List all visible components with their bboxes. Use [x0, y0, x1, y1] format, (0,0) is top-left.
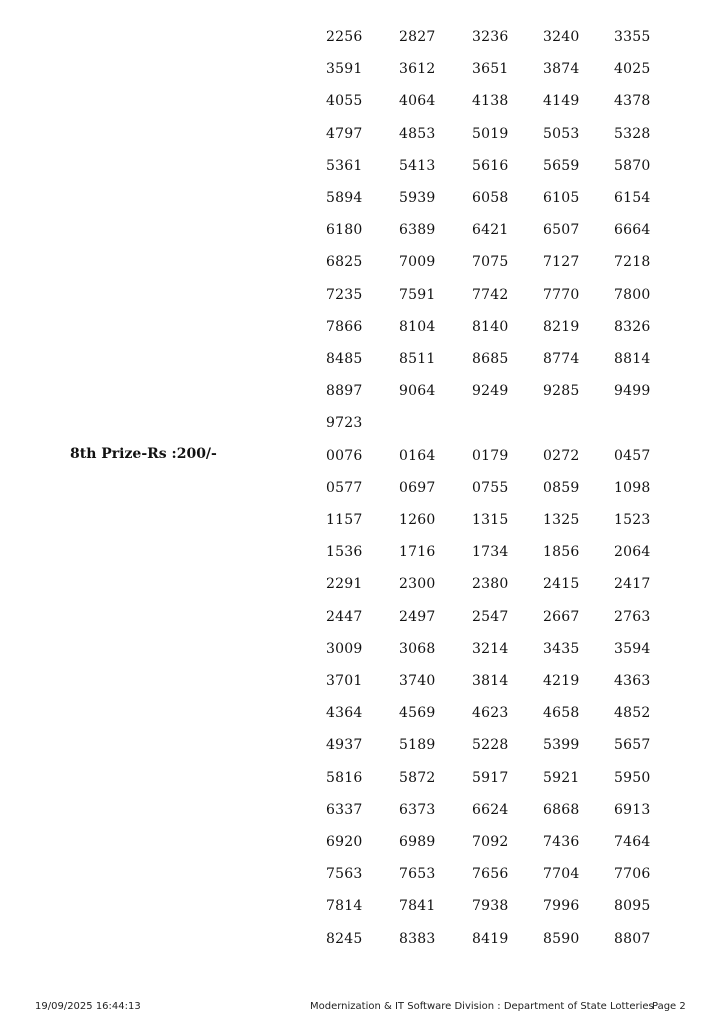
winning-number: 8897 — [326, 383, 363, 400]
winning-number: 6389 — [399, 222, 436, 239]
winning-number: 4658 — [543, 705, 580, 722]
winning-number: 7742 — [472, 286, 509, 303]
winning-number: 1098 — [614, 479, 651, 496]
winning-number: 2380 — [472, 576, 509, 593]
winning-number: 3355 — [614, 29, 651, 45]
winning-number: 0697 — [399, 479, 436, 496]
winning-number: 7464 — [614, 834, 651, 850]
winning-number: 3214 — [472, 640, 509, 657]
winning-number: 0457 — [614, 447, 651, 464]
winning-number: 0577 — [326, 479, 363, 496]
winning-number: 2417 — [614, 576, 651, 593]
winning-number: 5872 — [399, 769, 436, 786]
winning-number: 5917 — [472, 769, 509, 786]
winning-number: 4055 — [326, 93, 363, 110]
winning-number: 8245 — [326, 930, 363, 947]
winning-number: 7075 — [472, 254, 509, 271]
winning-number: 1523 — [614, 512, 651, 528]
winning-number: 3740 — [399, 673, 436, 689]
winning-number: 4364 — [326, 705, 363, 722]
winning-number: 7866 — [326, 318, 363, 335]
footer-division: Modernization & IT Software Division : Department of State Lotteries — [310, 1001, 654, 1012]
winning-number: 3814 — [472, 673, 509, 689]
winning-number: 7591 — [399, 286, 436, 303]
winning-number: 2300 — [399, 576, 436, 593]
winning-number: 5616 — [472, 157, 509, 174]
winning-number: 6507 — [543, 222, 580, 239]
winning-number: 8095 — [614, 898, 651, 915]
winning-number: 2827 — [399, 29, 436, 45]
winning-number: 6337 — [326, 801, 363, 818]
winning-number: 6920 — [326, 834, 363, 850]
winning-number: 2415 — [543, 576, 580, 593]
winning-number: 0164 — [399, 447, 436, 464]
winning-number: 9499 — [614, 383, 651, 400]
winning-number: 4937 — [326, 737, 363, 754]
winning-number: 7770 — [543, 286, 580, 303]
winning-number: 3874 — [543, 61, 580, 78]
winning-number: 7704 — [543, 866, 580, 883]
winning-number: 7092 — [472, 834, 509, 850]
winning-number: 7653 — [399, 866, 436, 883]
winning-number: 8511 — [399, 351, 436, 367]
winning-number: 2064 — [614, 544, 651, 561]
winning-number: 5659 — [543, 157, 580, 174]
footer-page-number: Page 2 — [652, 1001, 686, 1012]
winning-number: 3068 — [399, 640, 436, 657]
winning-number: 0076 — [326, 447, 363, 464]
winning-number: 9064 — [399, 383, 436, 400]
winning-number: 4853 — [399, 125, 436, 142]
winning-number: 8383 — [399, 930, 436, 947]
winning-number: 4149 — [543, 93, 580, 110]
winning-number: 7235 — [326, 286, 363, 303]
winning-number: 2497 — [399, 608, 436, 625]
winning-number: 9723 — [326, 415, 363, 432]
footer-datetime: 19/09/2025 16:44:13 — [35, 1001, 141, 1012]
winning-number: 5816 — [326, 769, 363, 786]
winning-number: 0755 — [472, 479, 509, 496]
winning-number: 8807 — [614, 930, 651, 947]
winning-number: 1260 — [399, 512, 436, 528]
winning-number: 1315 — [472, 512, 509, 528]
winning-number: 5921 — [543, 769, 580, 786]
winning-number: 6058 — [472, 190, 509, 206]
winning-number: 2256 — [326, 29, 363, 45]
winning-number: 8104 — [399, 318, 436, 335]
winning-number: 5189 — [399, 737, 436, 754]
winning-number: 2667 — [543, 608, 580, 625]
winning-number: 7127 — [543, 254, 580, 271]
winning-number: 5950 — [614, 769, 651, 786]
winning-number: 8685 — [472, 351, 509, 367]
winning-number: 3435 — [543, 640, 580, 657]
winning-number: 3701 — [326, 673, 363, 689]
winning-number: 8485 — [326, 351, 363, 367]
winning-number: 1325 — [543, 512, 580, 528]
winning-number: 7563 — [326, 866, 363, 883]
winning-number: 0179 — [472, 447, 509, 464]
winning-number: 6105 — [543, 190, 580, 206]
winning-number: 6421 — [472, 222, 509, 239]
winning-number: 4623 — [472, 705, 509, 722]
winning-number: 1716 — [399, 544, 436, 561]
winning-number: 6180 — [326, 222, 363, 239]
winning-number: 1536 — [326, 544, 363, 561]
winning-number: 7009 — [399, 254, 436, 271]
winning-number: 6154 — [614, 190, 651, 206]
winning-number: 7218 — [614, 254, 651, 271]
winning-number: 4219 — [543, 673, 580, 689]
winning-number: 8219 — [543, 318, 580, 335]
winning-number: 8326 — [614, 318, 651, 335]
winning-number: 5228 — [472, 737, 509, 754]
winning-number: 6868 — [543, 801, 580, 818]
winning-number: 4852 — [614, 705, 651, 722]
winning-number: 5328 — [614, 125, 651, 142]
winning-number: 3651 — [472, 61, 509, 78]
winning-number: 3236 — [472, 29, 509, 45]
winning-number: 7814 — [326, 898, 363, 915]
winning-number: 4569 — [399, 705, 436, 722]
winning-number: 3009 — [326, 640, 363, 657]
winning-number: 8590 — [543, 930, 580, 947]
winning-number: 7938 — [472, 898, 509, 915]
winning-number: 5939 — [399, 190, 436, 206]
prize-label-8th: 8th Prize-Rs :200/- — [70, 446, 217, 462]
winning-number: 5053 — [543, 125, 580, 142]
winning-number: 3594 — [614, 640, 651, 657]
winning-number: 1856 — [543, 544, 580, 561]
winning-number: 4064 — [399, 93, 436, 110]
winning-number: 1157 — [326, 512, 363, 528]
winning-number: 6664 — [614, 222, 651, 239]
winning-number: 6825 — [326, 254, 363, 271]
winning-number: 9249 — [472, 383, 509, 400]
winning-number: 5894 — [326, 190, 363, 206]
winning-number: 5019 — [472, 125, 509, 142]
winning-number: 2447 — [326, 608, 363, 625]
winning-number: 0859 — [543, 479, 580, 496]
winning-number: 4025 — [614, 61, 651, 78]
winning-number: 6913 — [614, 801, 651, 818]
winning-number: 6989 — [399, 834, 436, 850]
winning-number: 5870 — [614, 157, 651, 174]
winning-number: 5413 — [399, 157, 436, 174]
winning-number: 2291 — [326, 576, 363, 593]
winning-number: 3240 — [543, 29, 580, 45]
winning-number: 3591 — [326, 61, 363, 78]
winning-number: 4363 — [614, 673, 651, 689]
winning-number: 0272 — [543, 447, 580, 464]
winning-number: 7996 — [543, 898, 580, 915]
winning-number: 4138 — [472, 93, 509, 110]
winning-number: 6624 — [472, 801, 509, 818]
winning-number: 4797 — [326, 125, 363, 142]
winning-number: 8140 — [472, 318, 509, 335]
winning-number: 7656 — [472, 866, 509, 883]
winning-number: 8774 — [543, 351, 580, 367]
winning-number: 8419 — [472, 930, 509, 947]
winning-number: 9285 — [543, 383, 580, 400]
winning-number: 7800 — [614, 286, 651, 303]
winning-number: 4378 — [614, 93, 651, 110]
winning-number: 2763 — [614, 608, 651, 625]
winning-number: 3612 — [399, 61, 436, 78]
winning-number: 8814 — [614, 351, 651, 367]
winning-number: 2547 — [472, 608, 509, 625]
winning-number: 5657 — [614, 737, 651, 754]
winning-number: 7841 — [399, 898, 436, 915]
winning-number: 5399 — [543, 737, 580, 754]
winning-number: 6373 — [399, 801, 436, 818]
winning-number: 7706 — [614, 866, 651, 883]
winning-number: 7436 — [543, 834, 580, 850]
winning-number: 5361 — [326, 157, 363, 174]
winning-number: 1734 — [472, 544, 509, 561]
